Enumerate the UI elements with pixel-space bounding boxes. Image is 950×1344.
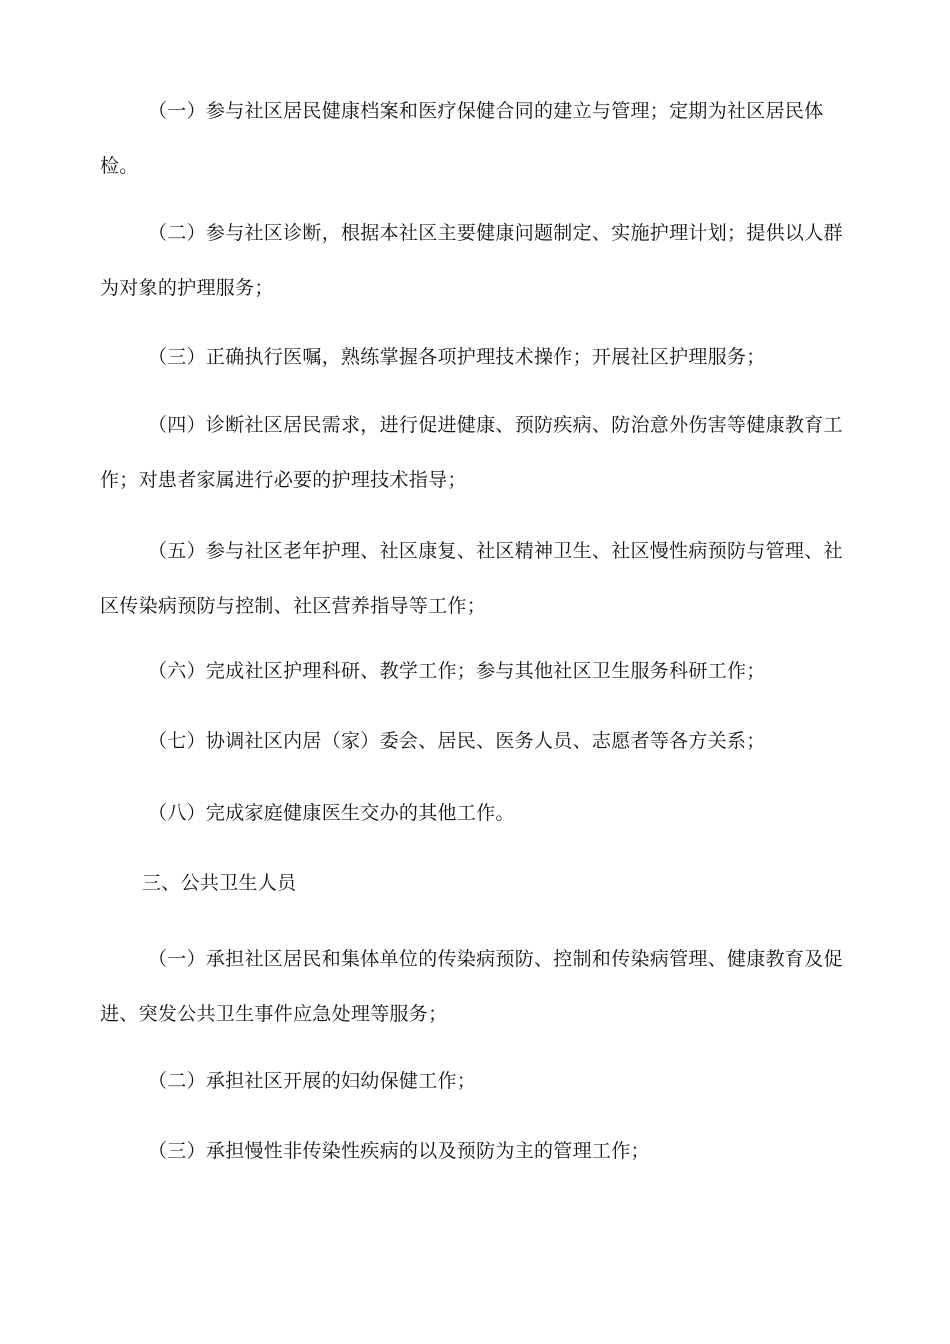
paragraph-2: （二）参与社区诊断，根据本社区主要健康问题制定、实施护理计划；提供以人群为对象的护理服务； <box>100 222 843 299</box>
section-paragraph-2: （二）承担社区开展的妇幼保健工作； <box>148 1070 477 1092</box>
paragraph-1: （一）参与社区居民健康档案和医疗保健合同的建立与管理；定期为社区居民体检。 <box>100 100 824 177</box>
section-paragraph-1: （一）承担社区居民和集体单位的传染病预防、控制和传染病管理、健康教育及促进、突发公共卫生事件应急处理等服务； <box>100 948 843 1025</box>
section-paragraph-3: （三）承担慢性非传染性疾病的以及预防为主的管理工作； <box>148 1140 650 1162</box>
section-heading: 三、公共卫生人员 <box>142 872 297 894</box>
paragraph-4: （四）诊断社区居民需求，进行促进健康、预防疾病、防治意外伤害等健康教育工作；对患者家属进行必要的护理技术指导； <box>100 414 843 491</box>
paragraph-6: （六）完成社区护理科研、教学工作；参与其他社区卫生服务科研工作； <box>148 660 766 682</box>
paragraph-8: （八）完成家庭健康医生交办的其他工作。 <box>148 802 515 824</box>
paragraph-7: （七）协调社区内居（家）委会、居民、医务人员、志愿者等各方关系； <box>148 730 766 752</box>
paragraph-5: （五）参与社区老年护理、社区康复、社区精神卫生、社区慢性病预防与管理、社区传染病预防与控制、社区营养指导等工作； <box>100 540 843 617</box>
paragraph-3: （三）正确执行医嘱，熟练掌握各项护理技术操作；开展社区护理服务； <box>148 346 766 368</box>
